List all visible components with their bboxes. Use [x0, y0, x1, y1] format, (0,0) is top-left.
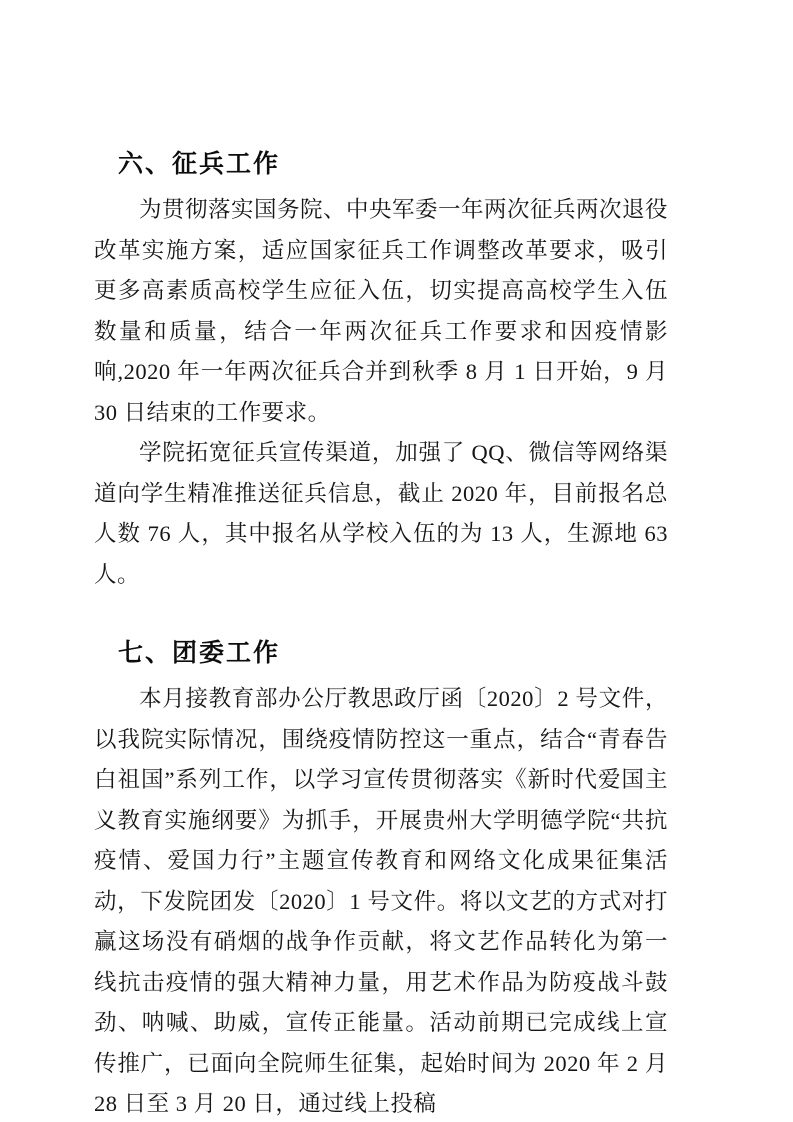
- section-conscription-work: [94, 150, 668, 595]
- section-youth-league-work: [94, 639, 668, 1122]
- section-heading-conscription: 六、征兵工作: [118, 150, 281, 178]
- paragraph-conscription-recruitment-stats: 学院拓宽征兵宣传渠道，加强了 QQ、微信等网络渠道向学生精准推送征兵信息，截止 2020 年，目前报名总人数 76 人，其中报名从学校入伍的为 13 人，生源地 63 人。: [94, 440, 668, 587]
- document-content: [94, 150, 668, 1122]
- section-heading-youth-league: 七、团委工作: [118, 639, 281, 667]
- paragraph-conscription-policy: 为贯彻落实国务院、中央军委一年两次征兵两次退役改革实施方案，适应国家征兵工作调整改革要求，吸引更多高素质高校学生应征入伍，切实提高高校学生入伍数量和质量，结合一年两次征兵工作要求和因疫情影响,2020 年一年两次征兵合并到秋季 8 月 1 日开始，9 月 30 日结束的工作要求。: [94, 197, 669, 425]
- paragraph-youth-league-activities: 本月接教育部办公厅教思政厅函〔2020〕2 号文件，以我院实际情况，围绕疫情防控这一重点，结合“青春告白祖国”系列工作，以学习宣传贯彻落实《新时代爱国主义教育实施纲要》为抓手，开展贵州大学明德学院“共抗疫情、爱国力行”主题宣传教育和网络文化成果征集活动，下发院团发〔2020〕1 号文件。将以文艺的方式对打赢这场没有硝烟的战争作贡献，将文艺作品转化为第一线抗击疫情的强大精神力量，用艺术作品为防疫战斗鼓劲、呐喊、助威，宣传正能量。活动前期已完成线上宣传推广，已面向全院师生征集，起始时间为 2020 年 2 月 28 日至 3 月 20 日，通过线上投稿: [94, 686, 668, 1116]
